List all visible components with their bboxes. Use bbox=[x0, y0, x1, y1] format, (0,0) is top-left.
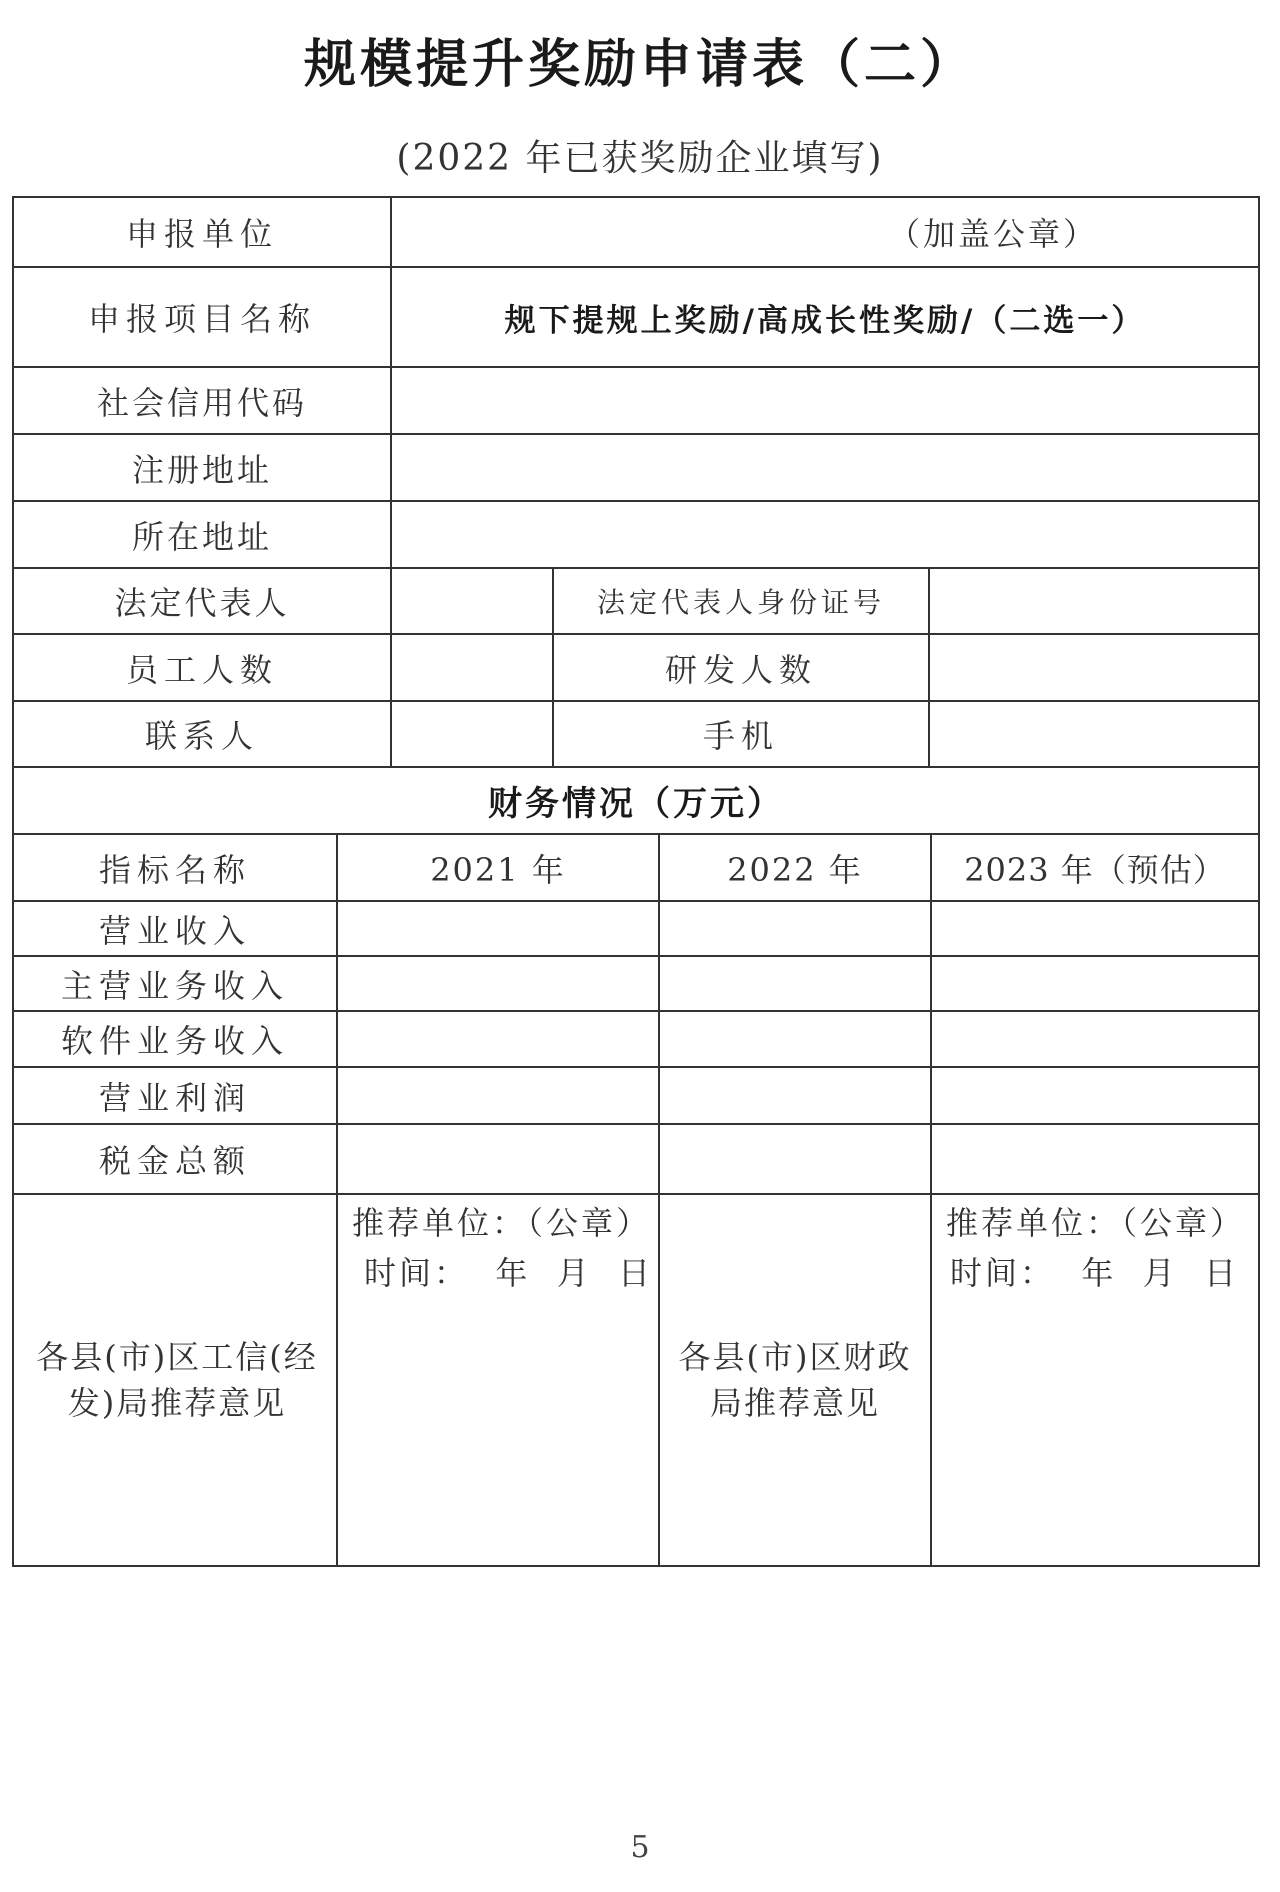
legal-rep-label: 法定代表人 bbox=[114, 584, 290, 622]
finance-recommend-date: 时间： 年 月 日 bbox=[950, 1254, 1240, 1292]
credit-code-field[interactable] bbox=[392, 368, 1258, 433]
finance-section-title: 财务情况（万元） bbox=[488, 784, 784, 824]
finance-recommend-unit: 推荐单位：（公章） bbox=[946, 1204, 1246, 1242]
project-name-label: 申报项目名称 bbox=[87, 300, 316, 338]
phone-field[interactable] bbox=[930, 702, 1258, 766]
employees-label: 员工人数 bbox=[125, 650, 278, 689]
phone-label: 手机 bbox=[702, 717, 779, 755]
legal-rep-id-field[interactable] bbox=[930, 569, 1258, 633]
employees-field[interactable] bbox=[392, 635, 552, 700]
col-indicator-header: 指标名称 bbox=[98, 850, 251, 889]
industry-recommend-unit: 推荐单位：（公章） bbox=[352, 1204, 652, 1242]
finance-bureau-label: 各县(市)区财政局推荐意见 bbox=[678, 1338, 912, 1422]
rd-staff-label: 研发人数 bbox=[664, 650, 817, 689]
finance-row-label: 主营业务收入 bbox=[60, 966, 289, 1005]
finance-row-label: 营业收入 bbox=[98, 911, 251, 950]
contact-label: 联系人 bbox=[144, 717, 259, 755]
finance-row-label: 营业利润 bbox=[98, 1078, 251, 1117]
legal-rep-field[interactable] bbox=[392, 569, 552, 633]
page-title: 规模提升奖励申请表（二） bbox=[303, 34, 976, 95]
industry-bureau-label: 各县(市)区工信(经发)局推荐意见 bbox=[36, 1338, 318, 1422]
finance-row-label: 软件业务收入 bbox=[60, 1022, 289, 1060]
location-label: 所在地址 bbox=[131, 517, 272, 556]
page-subtitle: (2022 年已获奖励企业填写) bbox=[396, 138, 884, 179]
finance-row-label: 税金总额 bbox=[98, 1142, 251, 1180]
col-2023-header: 2023 年（预估） bbox=[964, 850, 1226, 889]
rd-staff-field[interactable] bbox=[930, 635, 1258, 700]
reg-address-field[interactable] bbox=[392, 435, 1258, 500]
page-number: 5 bbox=[630, 1830, 650, 1865]
location-field[interactable] bbox=[392, 502, 1258, 567]
applicant-seal-note: （加盖公章） bbox=[887, 215, 1098, 253]
credit-code-label: 社会信用代码 bbox=[96, 383, 307, 422]
project-name-value: 规下提规上奖励/高成长性奖励/（二选一） bbox=[504, 302, 1146, 339]
legal-rep-id-label: 法定代表人身份证号 bbox=[596, 586, 885, 619]
industry-recommend-date: 时间： 年 月 日 bbox=[364, 1254, 654, 1292]
applicant-label: 申报单位 bbox=[125, 215, 278, 253]
col-2021-header: 2021 年 bbox=[430, 850, 566, 889]
reg-address-label: 注册地址 bbox=[131, 450, 272, 489]
col-2022-header: 2022 年 bbox=[727, 850, 863, 889]
contact-field[interactable] bbox=[392, 702, 552, 766]
